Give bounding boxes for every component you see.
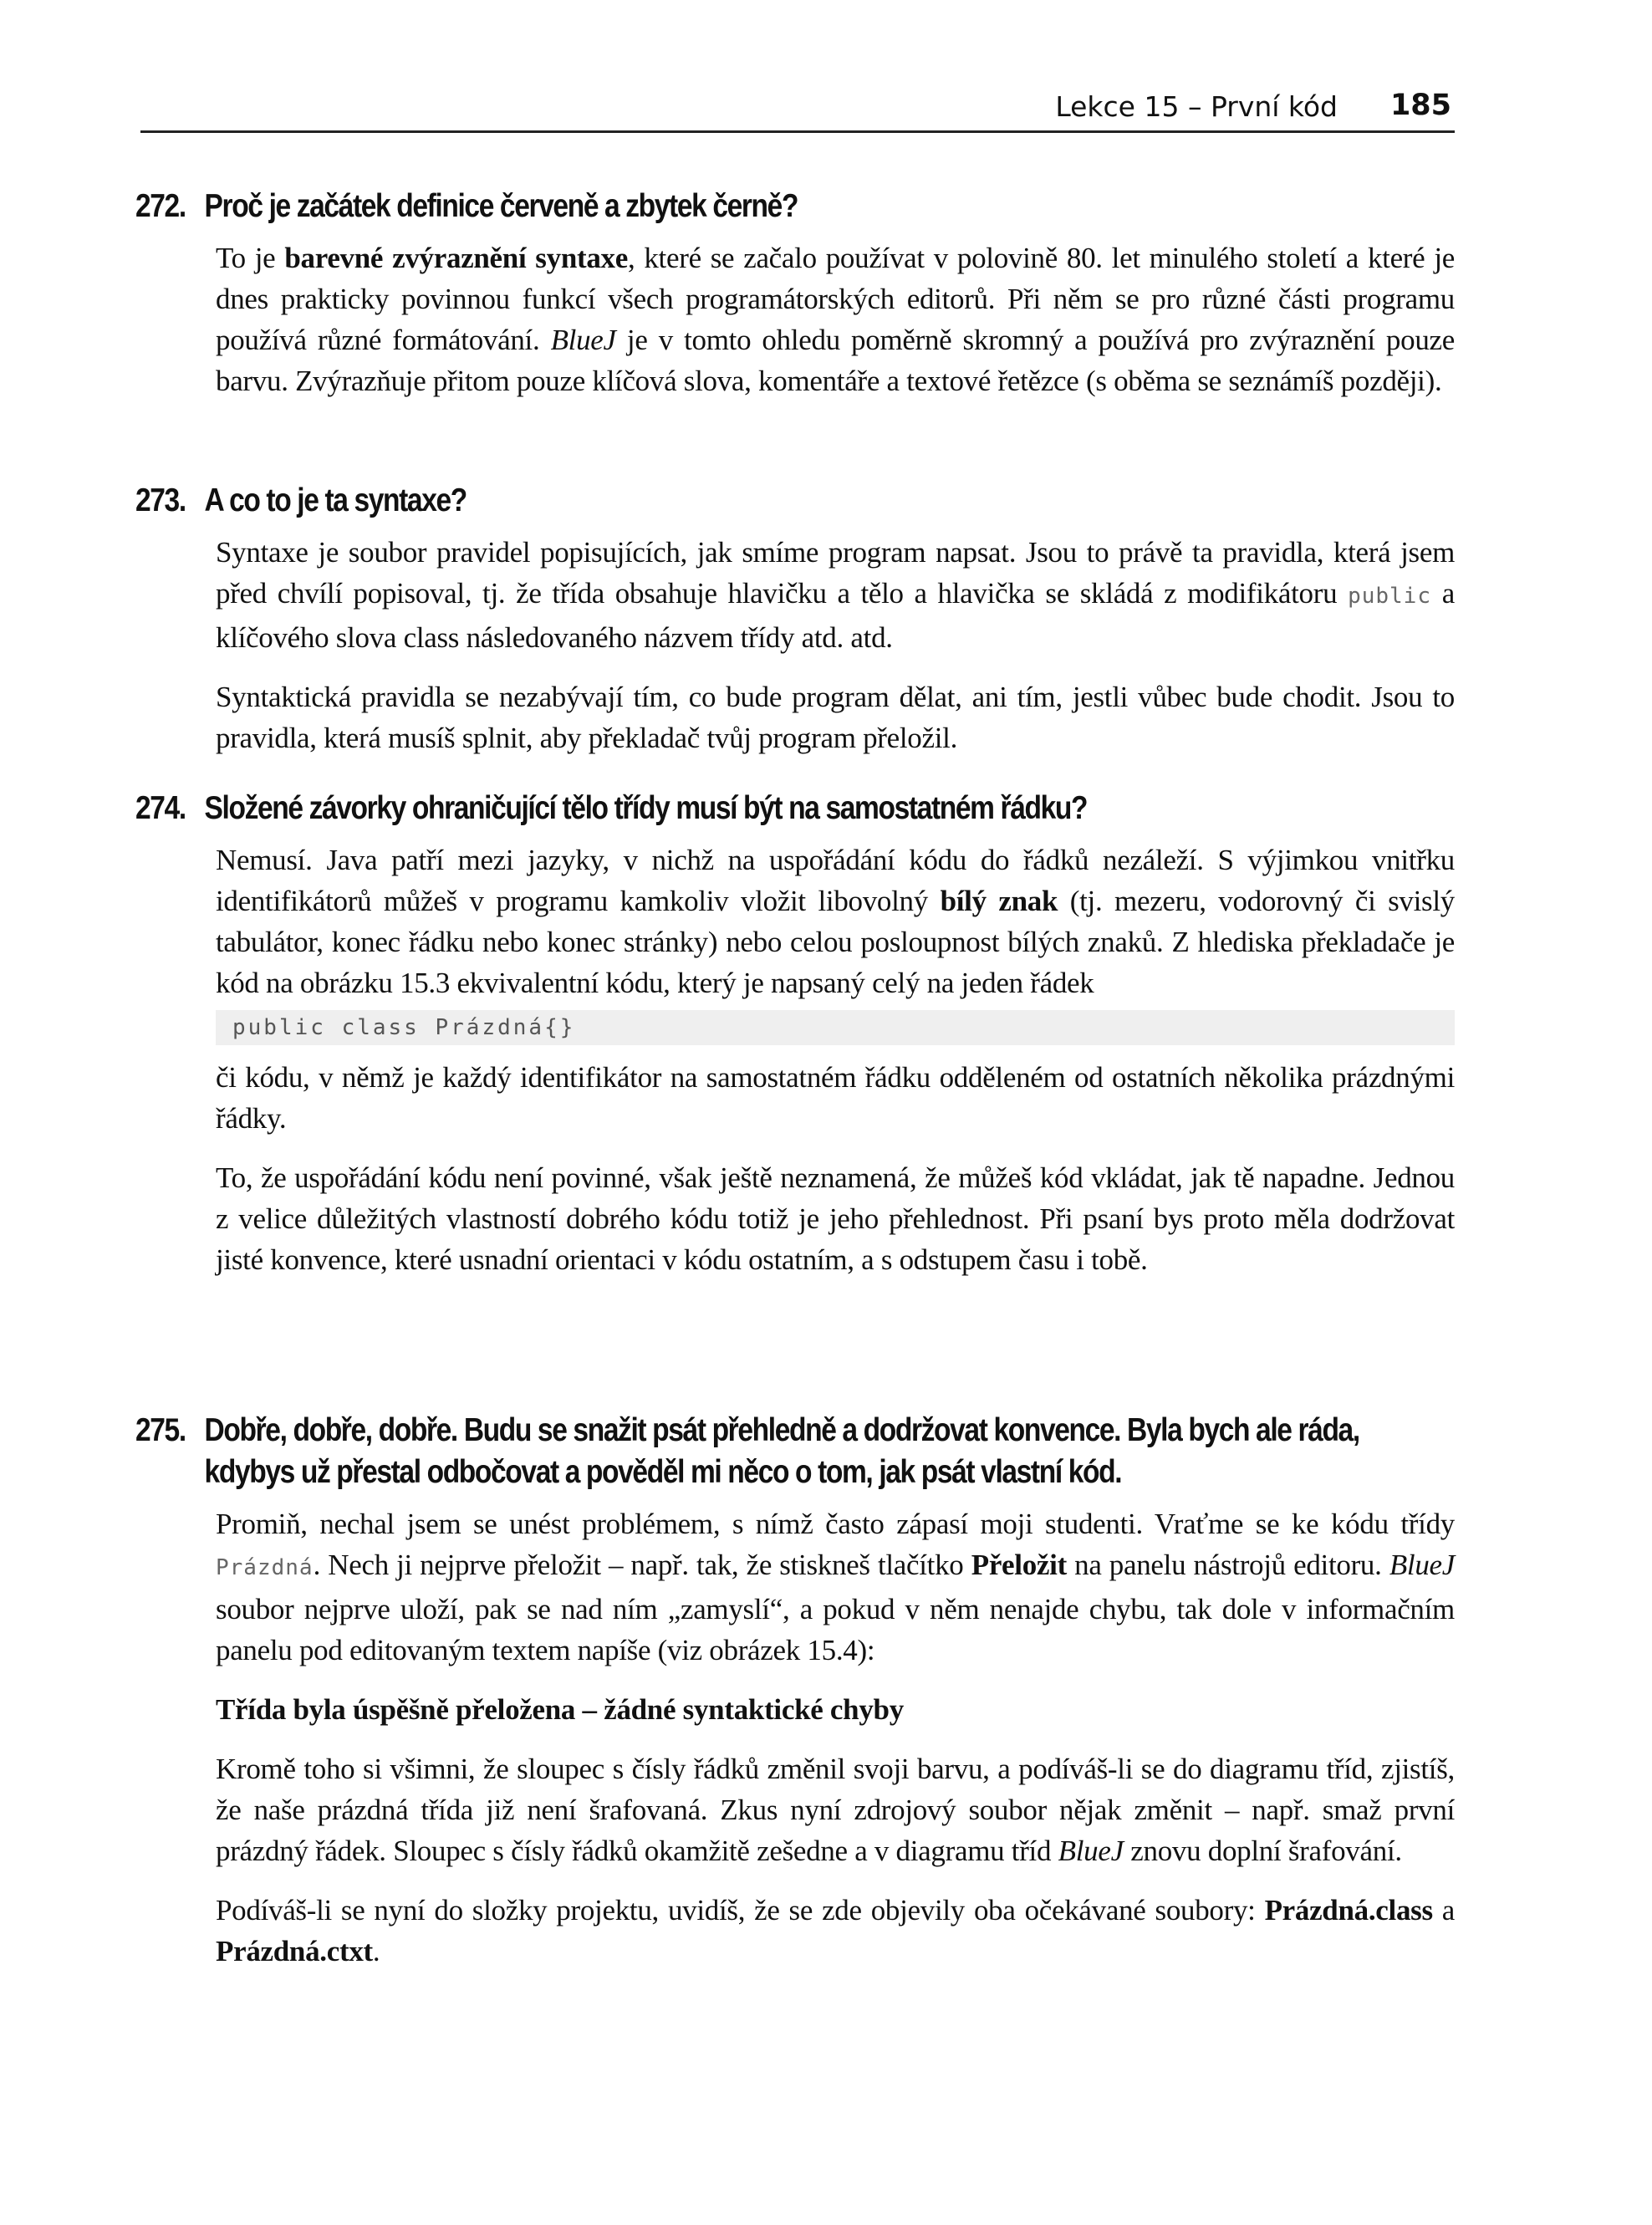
running-header xyxy=(140,87,1455,133)
inline-code: public xyxy=(1348,584,1431,609)
answer-body xyxy=(216,532,1455,758)
paragraph xyxy=(216,237,1455,401)
text-run: Syntaxe je soubor pravidel popisujících, jak smíme program napsat. Jsou to právě ta pravidla, která jsem před chvílí popisoval, tj. že třída obsahuje hlavičku a tělo a hlavička se skládá z modifikátoru xyxy=(216,536,1455,610)
question-heading xyxy=(135,186,1451,227)
question-number: 272. xyxy=(135,188,186,224)
bold-term: Přeložit xyxy=(971,1549,1067,1581)
bold-term: Třída byla úspěšně přeložena – žádné syntaktické chyby xyxy=(216,1693,904,1726)
page-number: 185 xyxy=(1389,89,1451,122)
question-heading xyxy=(135,788,1451,829)
question-text: A co to je ta syntaxe? xyxy=(204,482,467,518)
text-run: Syntaktická pravidla se nezabývají tím, co bude program dělat, ani tím, jestli vůbec bude chodit. Jsou to pravidla, která musíš splnit, aby překladač tvůj program přeložil. xyxy=(216,681,1455,754)
question-272 xyxy=(135,186,1455,420)
text-run: či kódu, v němž je každý identifikátor na samostatném řádku odděleném od ostatních několika prázdnými řádky. xyxy=(216,1061,1455,1135)
answer-body xyxy=(216,839,1455,1280)
question-number: 274. xyxy=(135,790,186,826)
text-run: Podíváš-li se nyní do složky projektu, uvidíš, že se zde objevily oba očekávané soubory: xyxy=(216,1894,1265,1926)
italic-term: BlueJ xyxy=(550,324,616,356)
paragraph xyxy=(216,532,1455,658)
text-run: , které se začalo používat v polovině 80. let minulého století a které je dnes prakticky povinnou funkcí všech programátorských editorů. Při něm se pro různé části programu používá různé formátování. xyxy=(216,242,1455,356)
text-run: Promiň, nechal jsem se unést problémem, s nímž často zápasí moji studenti. Vraťme se ke kódu třídy xyxy=(216,1508,1455,1540)
text-run: je v tomto ohledu poměrně skromný a používá pro zvýraznění pouze barvu. Zvýrazňuje přitom pouze klíčová slova, komentáře a textové řetězce (s oběma se seznámíš později). xyxy=(216,324,1455,397)
answer-body xyxy=(216,237,1455,401)
italic-term: BlueJ xyxy=(1389,1549,1455,1581)
paragraph xyxy=(216,839,1455,1003)
question-heading xyxy=(135,480,1451,522)
question-heading xyxy=(135,1410,1451,1493)
bold-term: Prázdná.class xyxy=(1264,1894,1433,1926)
text-run: Kromě toho si všimni, že sloupec s čísly řádků změnil svoji barvu, a podíváš-li se do diagramu tříd, zjistíš, že naše prázdná třída již není šrafovaná. Zkus nyní zdrojový soubor nějak změnit – např. smaž první prázdný řádek. Sloupec s čísly řádků okamžitě zešedne a v diagramu tříd xyxy=(216,1753,1455,1867)
italic-term: BlueJ xyxy=(1058,1835,1124,1867)
text-run: znovu doplní šrafování. xyxy=(1123,1835,1402,1867)
question-number: 275. xyxy=(135,1412,186,1448)
question-number: 273. xyxy=(135,482,186,518)
paragraph xyxy=(216,1057,1455,1139)
paragraph xyxy=(216,1157,1455,1280)
question-273 xyxy=(135,480,1455,777)
code-block: public class Prázdná{} xyxy=(216,1010,1455,1045)
paragraph xyxy=(216,676,1455,758)
bold-term: Prázdná.ctxt xyxy=(216,1935,373,1967)
text-run: soubor nejprve uloží, pak se nad ním „zamyslí“, a pokud v něm nenajde chybu, tak dole v informačním panelu pod editovaným textem napíše (viz obrázek 15.4): xyxy=(216,1593,1455,1666)
text-run: na panelu nástrojů editoru. xyxy=(1066,1549,1389,1581)
text-run: Nemusí. Java patří mezi jazyky, v nichž na uspořádání kódu do řádků nezáleží. S výjimkou vnitřku identifikátorů můžeš v programu kamkoliv vložit libovolný xyxy=(216,844,1455,917)
paragraph xyxy=(216,1748,1455,1871)
bold-term: bílý znak xyxy=(940,885,1058,917)
text-run: . Nech ji nejprve přeložit – např. tak, že stiskneš tlačítko xyxy=(313,1549,971,1581)
text-run: To, že uspořádání kódu není povinné, však ještě neznamená, že můžeš kód vkládat, jak tě napadne. Jednou z velice důležitých vlastností dobrého kódu totiž je jeho přehlednost. Při psaní bys proto měla dodržovat jisté konvence, které usnadní orientaci v kódu ostatním, a s odstupem času i tobě. xyxy=(216,1161,1455,1276)
bold-term: barevné zvýraznění syntaxe xyxy=(284,242,628,274)
text-run: To je xyxy=(216,242,285,274)
answer-body xyxy=(216,1503,1455,1972)
inline-code: Prázdná xyxy=(216,1555,314,1580)
question-275 xyxy=(135,1410,1455,1990)
paragraph xyxy=(216,1503,1455,1671)
text-run: . xyxy=(372,1935,380,1967)
text-run: (tj. mezeru, vodorovný či svislý tabulátor, konec řádku nebo konec stránky) nebo celou posloupnost bílých znaků. Z hlediska překladače je kód na obrázku 15.3 ekvivalentní kódu, který je napsaný celý na jeden řádek xyxy=(216,885,1456,999)
text-run: a klíčového slova class následovaného názvem třídy atd. atd. xyxy=(216,577,1455,654)
paragraph xyxy=(216,1890,1455,1972)
text-run: a xyxy=(1432,1894,1455,1926)
compiler-message xyxy=(216,1689,1455,1730)
chapter-title: Lekce 15 – První kód xyxy=(1055,90,1338,123)
question-274 xyxy=(135,788,1455,1299)
question-text: Dobře, dobře, dobře. Budu se snažit psát přehledně a dodržovat konvence. Byla bych ale ráda, kdybys už přestal odbočovat a pověděl mi něco o tom, jak psát vlastní kód. xyxy=(204,1412,1359,1490)
question-text: Složené závorky ohraničující tělo třídy musí být na samostatném řádku? xyxy=(204,790,1088,826)
question-text: Proč je začátek definice červeně a zbytek černě? xyxy=(204,188,798,224)
